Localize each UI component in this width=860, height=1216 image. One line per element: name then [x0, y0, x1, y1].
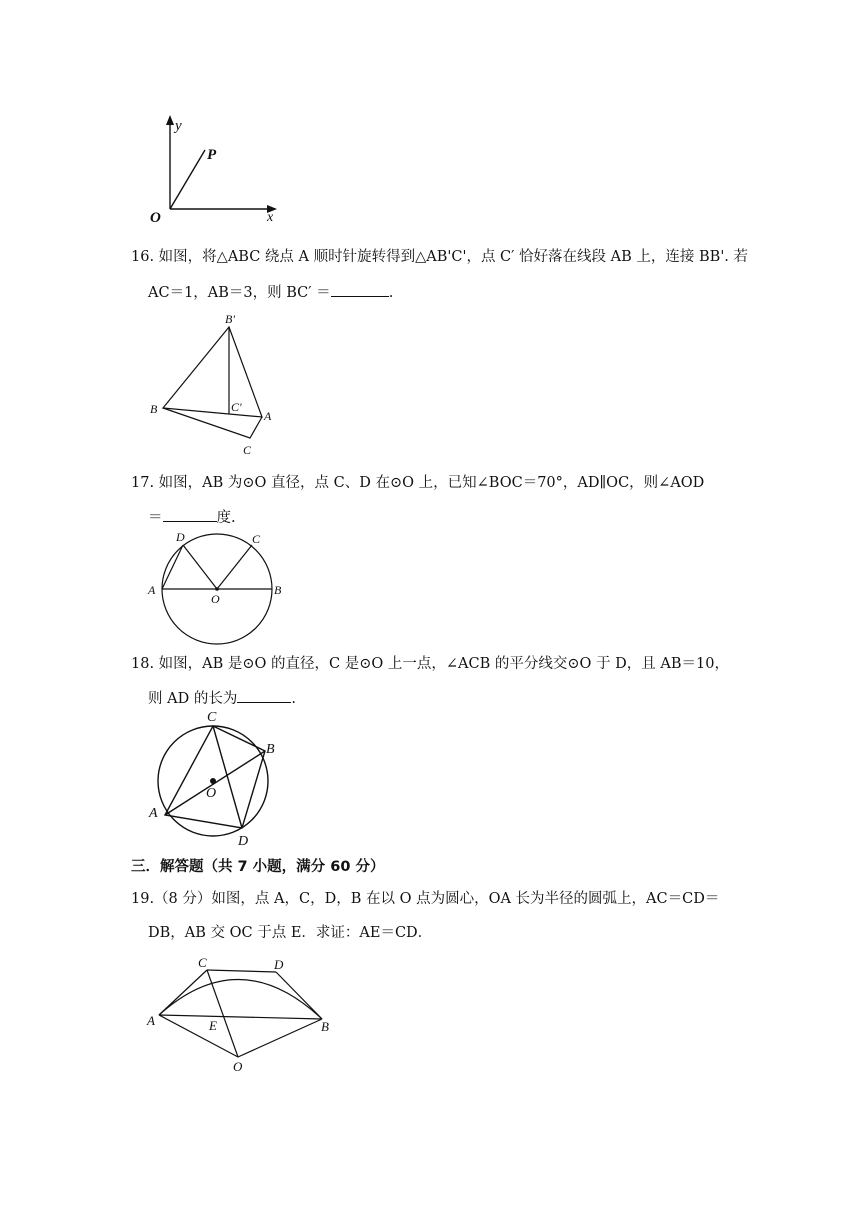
fig17-circle-diagram	[145, 528, 295, 648]
label-b: B	[274, 583, 282, 597]
label-d: D	[238, 834, 249, 849]
arc-acdb	[159, 979, 322, 1019]
chord-ac	[159, 970, 207, 1015]
label-b-prime: B'	[225, 312, 235, 326]
radius-oc	[217, 545, 252, 589]
q16-line2	[148, 282, 768, 303]
label-c-prime: C'	[231, 400, 242, 414]
q16-line2-end: .	[388, 285, 394, 301]
q17-line2-end: 度.	[216, 510, 236, 526]
q17-line2	[148, 507, 768, 528]
label-o: O	[233, 1059, 243, 1074]
q19-line1: 19.（8 分）如图，点 A，C，D，B 在以 O 点为圆心，OA 长为半径的圆弧上，AC＝CD＝	[131, 891, 720, 907]
q19-line2: DB，AB 交 OC 于点 E．求证：AE＝CD．	[148, 925, 433, 941]
chord-cd	[213, 726, 242, 828]
q18-line2-start: 则 AD 的长为	[148, 691, 238, 707]
label-d: D	[274, 957, 284, 972]
triangle-aob	[159, 1015, 322, 1057]
y-axis-label: y	[175, 118, 182, 134]
label-a: A	[149, 806, 158, 821]
label-c: C	[243, 443, 252, 457]
label-c: C	[252, 532, 261, 546]
q18-line2	[148, 688, 768, 709]
section-3-heading: 三．解答题（共 7 小题，满分 60 分）	[131, 859, 385, 875]
q16-answer-blank[interactable]	[331, 282, 389, 297]
center-dot	[215, 587, 219, 591]
label-a: A	[148, 583, 156, 597]
triangle-ab-b-prime	[163, 327, 262, 417]
q17-answer-blank[interactable]	[163, 507, 217, 522]
label-d: D	[176, 530, 185, 544]
label-c: C	[207, 710, 217, 725]
label-a: A	[264, 409, 272, 423]
fig15-coordinate-diagram	[145, 112, 285, 232]
label-o: O	[211, 592, 220, 606]
fig16-triangle-diagram	[145, 310, 285, 460]
quadrilateral-acbd	[165, 726, 265, 828]
label-b: B	[321, 1019, 329, 1034]
ray-op	[170, 150, 205, 209]
label-b: B	[150, 402, 158, 416]
label-b: B	[266, 742, 275, 757]
point-p-label: P	[207, 147, 217, 163]
q18-answer-blank[interactable]	[237, 688, 291, 703]
q17-line2-start: ＝	[148, 510, 163, 526]
label-c: C	[198, 955, 207, 970]
fig18-circle-diagram	[145, 707, 295, 857]
center-dot	[210, 778, 216, 784]
label-e: E	[209, 1018, 217, 1033]
chord-db	[276, 972, 322, 1019]
chord-cd	[207, 970, 276, 972]
q17-line1: 17. 如图，AB 为⊙O 直径，点 C、D 在⊙O 上，已知∠BOC＝70°，AD∥OC，则∠AOD	[131, 475, 705, 491]
label-o: O	[206, 786, 217, 801]
chord-ad	[162, 545, 183, 589]
q16-line1: 16. 如图，将△ABC 绕点 A 顺时针旋转得到△AB'C'，点 C′ 恰好落在线段 AB 上，连接 BB'. 若	[131, 249, 749, 265]
q18-line1: 18. 如图，AB 是⊙O 的直径，C 是⊙O 上一点，∠ACB 的平分线交⊙O 于 D，且 AB＝10，	[131, 656, 729, 672]
label-a: A	[147, 1013, 155, 1028]
origin-label: O	[150, 210, 161, 226]
fig19-arc-diagram	[145, 952, 345, 1077]
y-axis-arrow-icon	[166, 115, 174, 125]
x-axis-label: x	[267, 210, 274, 225]
q18-line2-end: .	[291, 691, 296, 707]
segment-oc	[207, 970, 238, 1057]
radius-od	[183, 545, 217, 589]
q16-line2-text: AC＝1，AB＝3，则 BC′ ＝	[148, 285, 331, 301]
